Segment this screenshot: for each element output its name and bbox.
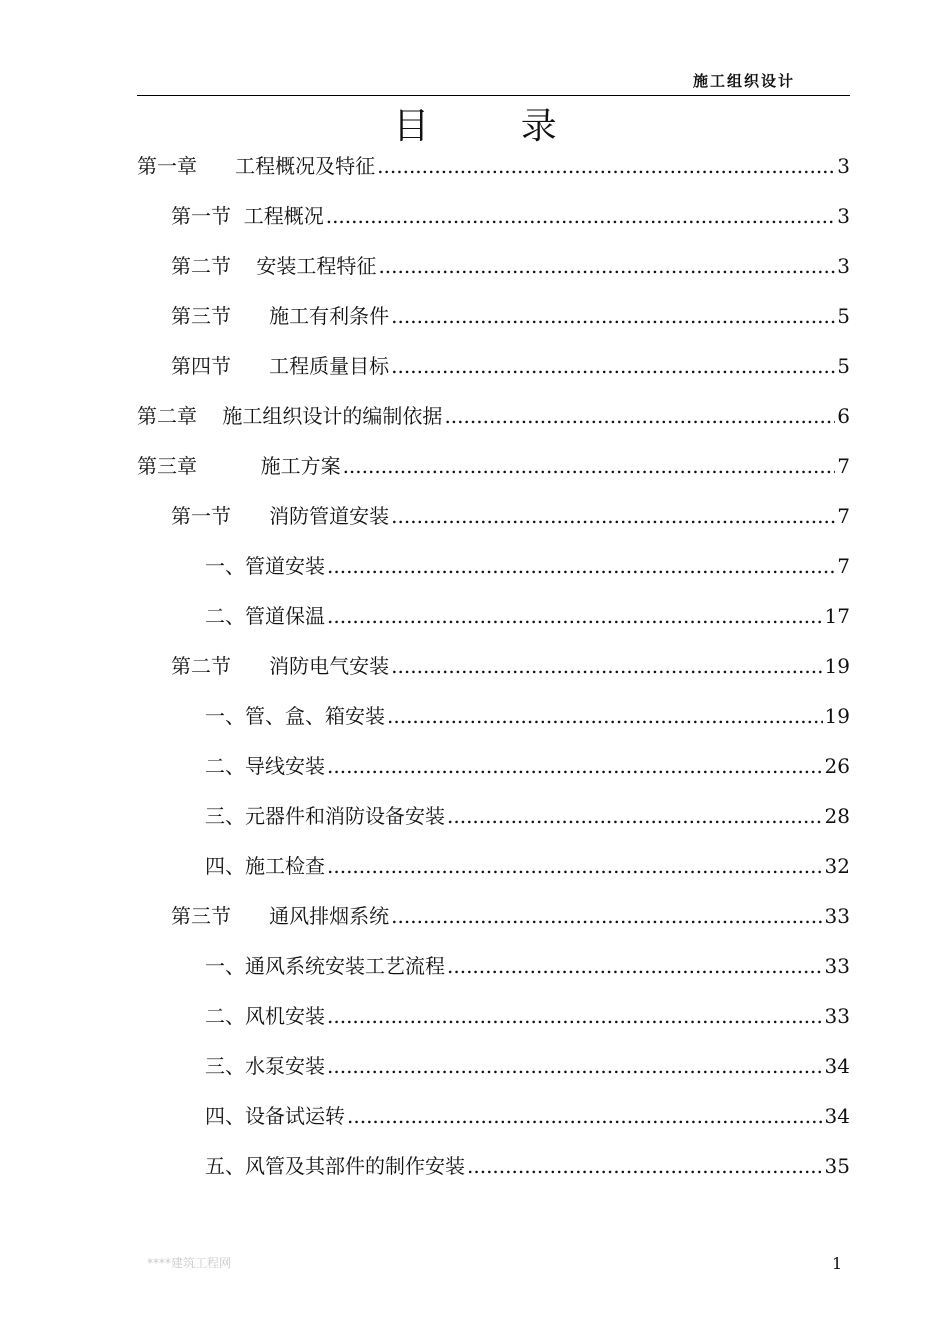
- footer-page-number: 1: [832, 1254, 843, 1273]
- toc-dot-leader: [343, 446, 836, 486]
- footer-watermark: ****建筑工程网: [147, 1256, 232, 1270]
- toc-dot-leader: [447, 946, 823, 986]
- toc-entry-label: 二、导线安装: [205, 754, 325, 778]
- toc-dot-leader: [378, 246, 835, 286]
- toc-dot-leader: [327, 1046, 823, 1086]
- toc-dot-leader: [444, 396, 835, 436]
- toc-entry[interactable]: [137, 646, 850, 686]
- toc-entry-page: 19: [824, 654, 850, 678]
- running-header: 施工组织设计: [692, 72, 795, 90]
- toc-entry-label: 一、管、盒、箱安装: [205, 704, 385, 728]
- toc-entry-page: 17: [824, 604, 850, 628]
- toc-entry-label: 第三节 通风排烟系统: [171, 904, 390, 928]
- toc-entry-label: 四、施工检查: [205, 854, 325, 878]
- toc-dot-leader: [327, 846, 823, 886]
- toc-title: 目 录: [393, 106, 597, 147]
- toc-entry-page: 7: [837, 554, 850, 578]
- toc-entry-label: 第一章 工程概况及特征: [137, 154, 376, 178]
- toc-entry-label: 第一节 消防管道安装: [171, 504, 390, 528]
- toc-entry[interactable]: [137, 546, 850, 586]
- toc-entry[interactable]: [137, 896, 850, 936]
- toc-entry[interactable]: [137, 496, 850, 536]
- toc-entry[interactable]: [137, 596, 850, 636]
- toc-dot-leader: [327, 546, 835, 586]
- toc-entry-label: 二、管道保温: [205, 604, 325, 628]
- toc-entry[interactable]: [137, 796, 850, 836]
- toc-dot-leader: [467, 1146, 823, 1186]
- toc-entry[interactable]: [137, 246, 850, 286]
- toc-dot-leader: [391, 496, 835, 536]
- toc-entry-page: 3: [837, 204, 850, 228]
- toc-entry-page: 33: [824, 1004, 850, 1028]
- toc-entry-page: 28: [824, 804, 850, 828]
- toc-entry-label: 第二章 施工组织设计的编制依据: [137, 404, 443, 428]
- toc-entry-label: 二、风机安装: [205, 1004, 325, 1028]
- toc-entry-page: 5: [837, 354, 850, 378]
- toc-entry[interactable]: [137, 946, 850, 986]
- toc-dot-leader: [447, 796, 823, 836]
- toc-entry-label: 五、风管及其部件的制作安装: [205, 1154, 465, 1178]
- toc-dot-leader: [391, 346, 835, 386]
- toc-entry-page: 3: [837, 254, 850, 278]
- toc-entry-page: 26: [824, 754, 850, 778]
- toc-entry-label: 第三节 施工有利条件: [171, 304, 390, 328]
- toc-entry[interactable]: [137, 1046, 850, 1086]
- header-divider: [137, 95, 850, 96]
- toc-entry-page: 33: [824, 954, 850, 978]
- toc-entry[interactable]: [137, 196, 850, 236]
- toc-entry[interactable]: [137, 696, 850, 736]
- toc-dot-leader: [327, 746, 823, 786]
- toc-entry-page: 34: [824, 1104, 850, 1128]
- toc-entry-page: 19: [824, 704, 850, 728]
- toc-dot-leader: [327, 996, 823, 1036]
- toc-entry[interactable]: [137, 996, 850, 1036]
- toc-dot-leader: [377, 146, 835, 186]
- toc-entry[interactable]: [137, 1146, 850, 1186]
- toc-entry-label: 第二节 消防电气安装: [171, 654, 390, 678]
- toc-entry-label: 第三章 施工方案: [137, 454, 341, 478]
- toc-entry[interactable]: [137, 446, 850, 486]
- toc-entry-label: 第二节 安装工程特征: [171, 254, 377, 278]
- toc-entry-label: 三、元器件和消防设备安装: [205, 804, 445, 828]
- toc-dot-leader: [391, 296, 835, 336]
- toc-entry-page: 34: [824, 1054, 850, 1078]
- toc-entry-page: 32: [824, 854, 850, 878]
- toc-entry-label: 第一节 工程概况: [171, 204, 324, 228]
- toc-entry-page: 33: [824, 904, 850, 928]
- toc-entry[interactable]: [137, 146, 850, 186]
- toc-entry-label: 一、管道安装: [205, 554, 325, 578]
- toc-entry-label: 一、通风系统安装工艺流程: [205, 954, 445, 978]
- toc-entry-page: 3: [837, 154, 850, 178]
- toc-entry-label: 四、设备试运转: [205, 1104, 345, 1128]
- toc-entry-page: 7: [837, 454, 850, 478]
- toc-entry[interactable]: [137, 746, 850, 786]
- toc-entry-page: 35: [824, 1154, 850, 1178]
- toc-dot-leader: [391, 646, 822, 686]
- toc-entry-label: 三、水泵安装: [205, 1054, 325, 1078]
- toc-entry-page: 7: [837, 504, 850, 528]
- toc-entry[interactable]: [137, 346, 850, 386]
- toc-dot-leader: [326, 196, 836, 236]
- toc-entry[interactable]: [137, 396, 850, 436]
- toc-entry-label: 第四节 工程质量目标: [171, 354, 390, 378]
- toc-dot-leader: [327, 596, 823, 636]
- toc-entry[interactable]: [137, 296, 850, 336]
- toc-entry-page: 6: [837, 404, 850, 428]
- toc-dot-leader: [387, 696, 823, 736]
- toc-dot-leader: [391, 896, 822, 936]
- toc-entry[interactable]: [137, 846, 850, 886]
- toc-entry[interactable]: [137, 1096, 850, 1136]
- toc-entry-page: 5: [837, 304, 850, 328]
- toc-dot-leader: [347, 1096, 823, 1136]
